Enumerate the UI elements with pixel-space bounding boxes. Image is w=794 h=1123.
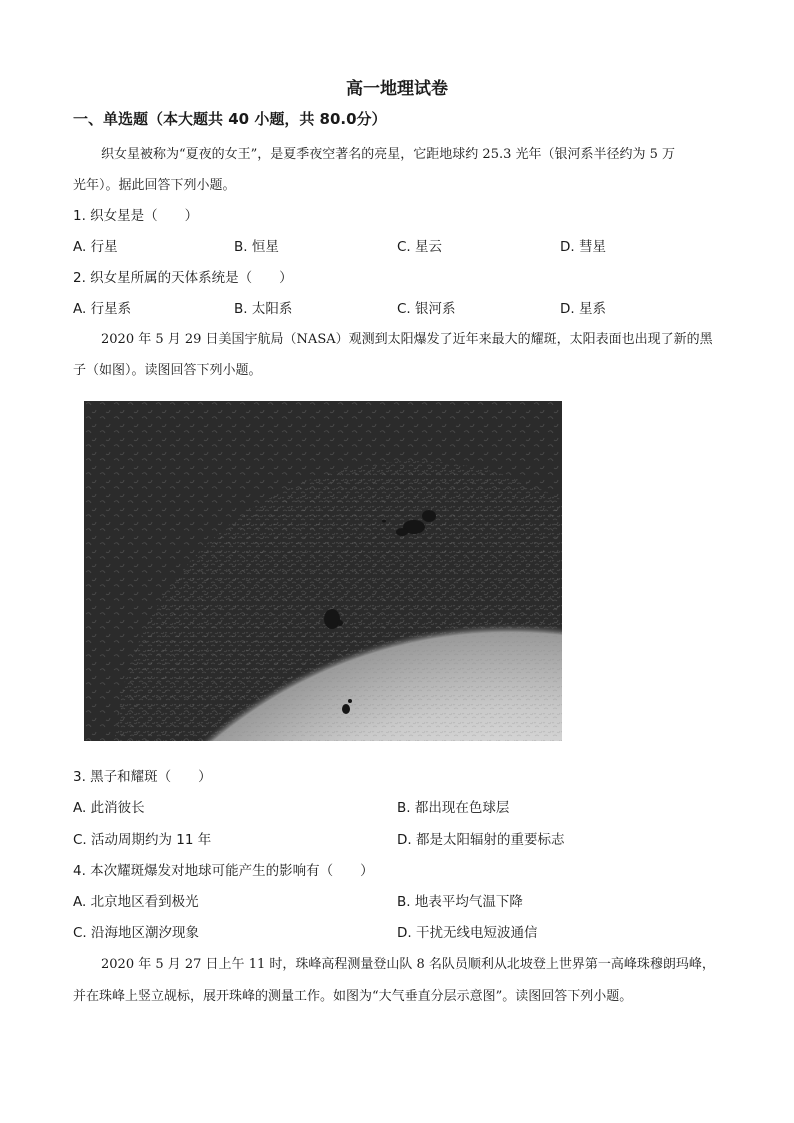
passage-3-line-2: 并在珠峰上竖立觇标，展开珠峰的测量工作。如图为“大气垂直分层示意图”。读图回答下列小题。 (73, 989, 633, 1004)
question-4-option-a[interactable]: A. 北京地区看到极光 (73, 894, 199, 910)
passage-1-line-2: 光年）。据此回答下列小题。 (73, 178, 236, 193)
sunspot-photo (84, 401, 566, 741)
question-1-option-c[interactable]: C. 星云 (397, 239, 443, 255)
question-2-option-c[interactable]: C. 银河系 (397, 301, 456, 317)
question-3-option-a[interactable]: A. 此消彼长 (73, 800, 145, 816)
question-1-option-d[interactable]: D. 彗星 (560, 239, 606, 255)
question-3-option-b[interactable]: B. 都出现在色球层 (397, 800, 510, 816)
question-3-option-c[interactable]: C. 活动周期约为 11 年 (73, 832, 212, 848)
question-1-option-a[interactable]: A. 行星 (73, 239, 118, 255)
page-title: 高一地理试卷 (346, 79, 448, 99)
passage-2-line-1: 2020 年 5 月 29 日美国宇航局（NASA）观测到太阳爆发了近年来最大的耀斑，太阳表面也出现了新的黑 (101, 332, 713, 347)
question-4-option-d[interactable]: D. 干扰无线电短波通信 (397, 925, 538, 941)
passage-1-line-1: 织女星被称为“夏夜的女王”，是夏季夜空著名的亮星，它距地球约 25.3 光年（银河系半径约为 5 万 (101, 147, 676, 162)
question-1-stem: 1. 织女星是（ ） (73, 208, 199, 224)
question-4-stem: 4. 本次耀斑爆发对地球可能产生的影响有（ ） (73, 863, 374, 879)
question-2-stem: 2. 织女星所属的天体系统是（ ） (73, 270, 293, 286)
question-3-stem: 3. 黑子和耀斑（ ） (73, 769, 212, 785)
question-2-option-d[interactable]: D. 星系 (560, 301, 606, 317)
question-1-option-b[interactable]: B. 恒星 (234, 239, 279, 255)
passage-3-line-1: 2020 年 5 月 27 日上午 11 时，珠峰高程测量登山队 8 名队员顺利从北坡登上世界第一高峰珠穆朗玛峰， (101, 957, 715, 972)
section-heading: 一、单选题（本大题共 40 小题，共 80.0分） (73, 110, 387, 128)
question-4-option-b[interactable]: B. 地表平均气温下降 (397, 894, 523, 910)
question-2-option-a[interactable]: A. 行星系 (73, 301, 132, 317)
passage-2-line-2: 子（如图）。读图回答下列小题。 (73, 363, 262, 378)
question-2-option-b[interactable]: B. 太阳系 (234, 301, 293, 317)
question-3-option-d[interactable]: D. 都是太阳辐射的重要标志 (397, 832, 565, 848)
question-4-option-c[interactable]: C. 沿海地区潮汐现象 (73, 925, 200, 941)
